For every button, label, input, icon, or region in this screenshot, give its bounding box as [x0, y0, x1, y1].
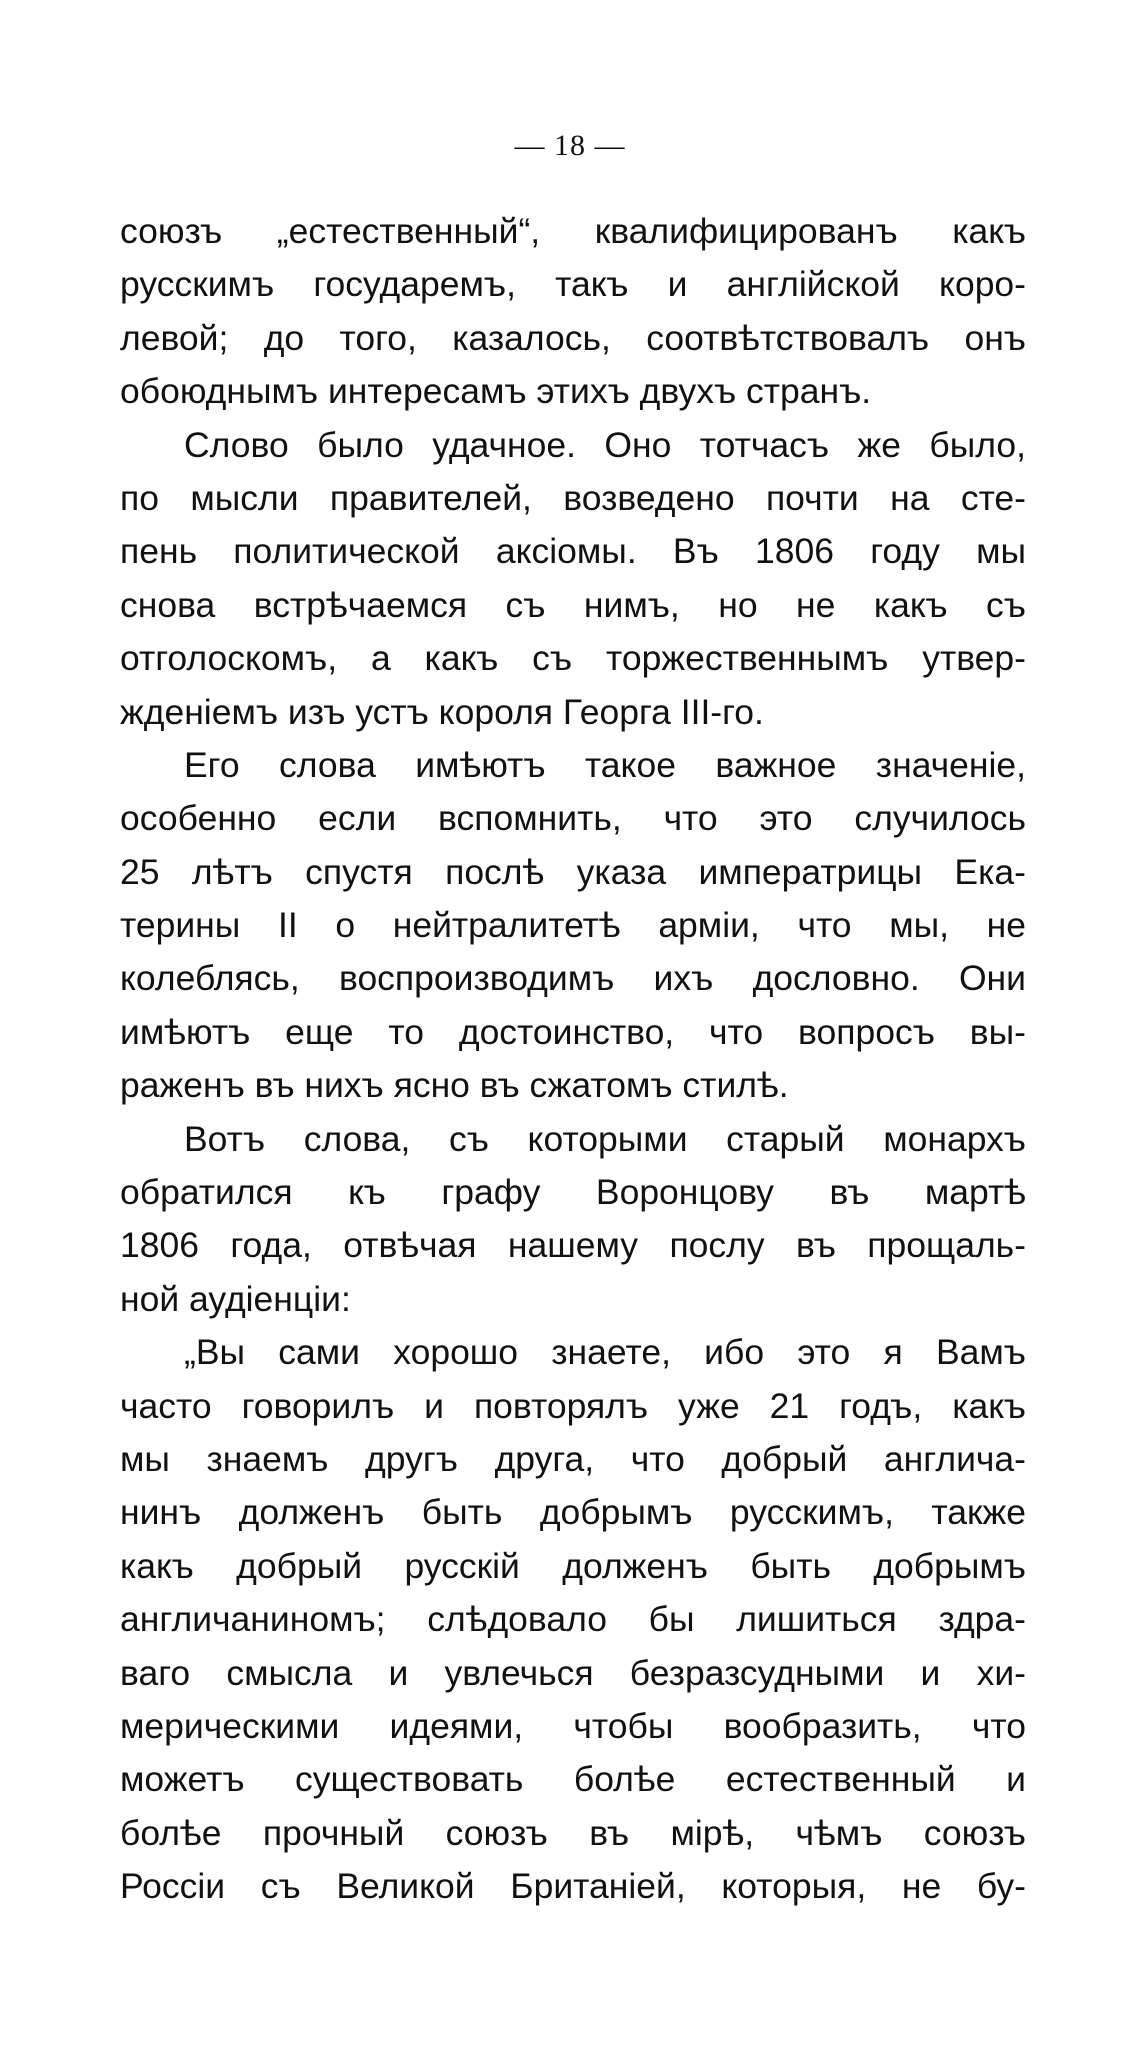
text-line: мы знаемъ другъ друга, что добрый англича-	[120, 1438, 1026, 1479]
text-line: англичаниномъ; слѣдовало бы лишиться здра-	[120, 1599, 1026, 1640]
text-line: обратился къ графу Воронцову въ мартѣ	[120, 1172, 1026, 1213]
text-line: обоюднымъ интересамъ этихъ двухъ странъ.	[120, 371, 872, 412]
text-line: левой; до того, казалось, соотвѣтствовалъ онъ	[120, 317, 1026, 358]
text-line: 25 лѣтъ спустя послѣ указа императрицы Ека-	[120, 851, 1026, 892]
text-line: русскимъ государемъ, такъ и англійской коро-	[120, 264, 1026, 305]
body-text	[120, 205, 1026, 1914]
text-line: пень политической аксіомы. Въ 1806 году мы	[120, 531, 1026, 572]
text-line: ваго смысла и увлечься безразсудными и хи-	[120, 1652, 1026, 1693]
text-line: имѣютъ еще то достоинство, что вопросъ вы-	[120, 1011, 1026, 1052]
text-line: раженъ въ нихъ ясно въ сжатомъ стилѣ.	[120, 1065, 789, 1106]
text-line: по мысли правителей, возведено почти на сте-	[120, 477, 1026, 518]
text-line: особенно если вспомнить, что это случилось	[120, 798, 1026, 839]
text-line: какъ добрый русскій долженъ быть добрымъ	[120, 1545, 1026, 1586]
text-line: отголоскомъ, а какъ съ торжественнымъ утвер-	[120, 638, 1026, 679]
text-line: терины II о нейтралитетѣ арміи, что мы, не	[120, 905, 1026, 946]
text-line: ной аудіенціи:	[120, 1278, 351, 1319]
text-line: 1806 года, отвѣчая нашему послу въ прощаль-	[120, 1225, 1026, 1266]
text-line: часто говорилъ и повторялъ уже 21 годъ, какъ	[120, 1385, 1026, 1426]
text-line: Вотъ слова, съ которыми старый монархъ	[184, 1118, 1026, 1159]
text-line: Россіи съ Великой Британіей, которыя, не бу-	[120, 1866, 1026, 1907]
text-line: Его слова имѣютъ такое важное значеніе,	[184, 744, 1026, 785]
text-line: колеблясь, воспроизводимъ ихъ дословно. Они	[120, 958, 1026, 999]
text-line: мерическими идеями, чтобы вообразить, что	[120, 1705, 1026, 1746]
text-line: Слово было удачное. Оно тотчасъ же было,	[184, 424, 1026, 465]
text-line: „Вы сами хорошо знаете, ибо это я Вамъ	[184, 1332, 1026, 1373]
text-line: снова встрѣчаемся съ нимъ, но не какъ съ	[120, 584, 1026, 625]
text-line: жденіемъ изъ устъ короля Георга III-го.	[120, 691, 764, 732]
text-line: можетъ существовать болѣе естественный и	[120, 1759, 1026, 1800]
text-line: болѣе прочный союзъ въ мірѣ, чѣмъ союзъ	[120, 1812, 1026, 1853]
text-line: союзъ „естественный“, квалифицированъ какъ	[120, 211, 1026, 251]
page-number: — 18 —	[514, 129, 626, 162]
text-line: нинъ долженъ быть добрымъ русскимъ, также	[120, 1492, 1026, 1533]
